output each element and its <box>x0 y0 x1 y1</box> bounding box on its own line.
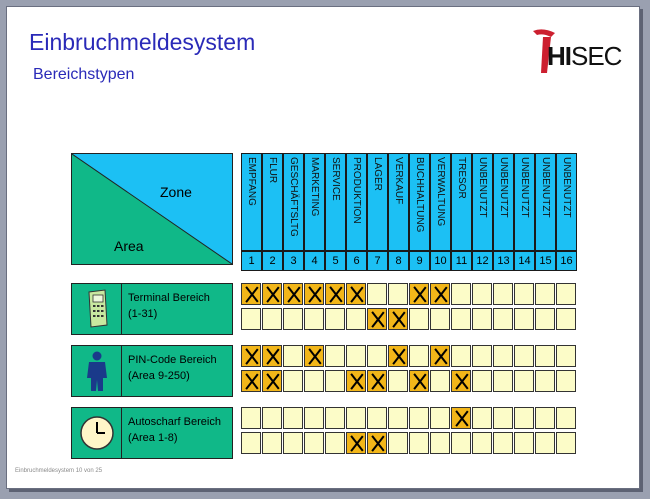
assignment-cell <box>367 345 387 367</box>
assignment-cell-marked <box>262 345 282 367</box>
hisec-logo <box>529 25 627 75</box>
assignment-cell-marked <box>430 283 450 305</box>
assignment-cell-marked <box>409 283 429 305</box>
zone-name: SERVICE <box>325 153 346 251</box>
category-terminal <box>71 283 233 335</box>
assignment-cell <box>535 432 555 454</box>
assignment-cell <box>367 283 387 305</box>
assignment-cell <box>535 370 555 392</box>
assignment-cell <box>514 370 534 392</box>
assignment-cell-marked <box>367 308 387 330</box>
assignment-cell <box>451 432 471 454</box>
zone-number: 12 <box>472 251 493 271</box>
assignment-cell <box>346 407 366 429</box>
zone-number: 7 <box>367 251 388 271</box>
assignment-cell <box>493 370 513 392</box>
area-label: Area <box>114 238 144 254</box>
zone-number: 13 <box>493 251 514 271</box>
slide-subtitle: Bereichstypen <box>33 66 135 83</box>
person-icon <box>72 346 122 396</box>
zone-name: UNBENUTZT <box>493 153 514 251</box>
assignment-cell <box>346 345 366 367</box>
assignment-cell-marked <box>367 432 387 454</box>
category-label: Autoscharf Bereich <box>128 416 221 428</box>
assignment-cell <box>283 407 303 429</box>
zone-number: 8 <box>388 251 409 271</box>
assignment-cell <box>451 283 471 305</box>
assignment-cell <box>430 407 450 429</box>
zone-number: 4 <box>304 251 325 271</box>
category-label: PIN-Code Bereich <box>128 354 217 366</box>
assignment-cell <box>472 283 492 305</box>
zone-number: 3 <box>283 251 304 271</box>
assignment-cell <box>367 407 387 429</box>
category-autoscharf <box>71 407 233 459</box>
slide <box>6 6 640 489</box>
assignment-cell <box>472 407 492 429</box>
zone-name: VERKAUF <box>388 153 409 251</box>
assignment-cell-marked <box>241 283 261 305</box>
zone-number: 2 <box>262 251 283 271</box>
assignment-cell-marked <box>409 370 429 392</box>
assignment-cell-marked <box>304 283 324 305</box>
assignment-cell <box>409 407 429 429</box>
zone-name: TRESOR <box>451 153 472 251</box>
assignment-cell <box>535 345 555 367</box>
assignment-cell-marked <box>388 308 408 330</box>
assignment-cell <box>556 407 576 429</box>
assignment-cell <box>325 308 345 330</box>
assignment-cell <box>409 308 429 330</box>
assignment-cell <box>556 345 576 367</box>
assignment-cell <box>430 308 450 330</box>
assignment-cell <box>283 308 303 330</box>
assignment-cell <box>346 308 366 330</box>
assignment-cell <box>514 308 534 330</box>
zone-name: FLUR <box>262 153 283 251</box>
assignment-cell <box>514 432 534 454</box>
clock-icon <box>72 408 122 458</box>
zone-label: Zone <box>160 184 192 200</box>
assignment-cell <box>304 308 324 330</box>
assignment-cell <box>493 407 513 429</box>
assignment-cell <box>262 308 282 330</box>
assignment-cell <box>514 345 534 367</box>
terminal-icon <box>72 284 122 334</box>
assignment-cell-marked <box>346 370 366 392</box>
category-range: (Area 9-250) <box>128 370 190 382</box>
zone-name: UNBENUTZT <box>472 153 493 251</box>
category-range: (Area 1-8) <box>128 432 178 444</box>
assignment-cell <box>556 370 576 392</box>
assignment-cell <box>535 407 555 429</box>
assignment-cell-marked <box>283 283 303 305</box>
assignment-cell-marked <box>241 370 261 392</box>
slide-title: Einbruchmeldesystem <box>29 29 256 55</box>
assignment-cell <box>241 308 261 330</box>
assignment-cell <box>241 407 261 429</box>
zone-name: MARKETING <box>304 153 325 251</box>
assignment-cell <box>283 432 303 454</box>
zone-number: 5 <box>325 251 346 271</box>
assignment-cell <box>430 432 450 454</box>
assignment-cell-marked <box>388 345 408 367</box>
zone-number: 11 <box>451 251 472 271</box>
assignment-cell-marked <box>346 432 366 454</box>
assignment-cell <box>283 370 303 392</box>
zone-number: 15 <box>535 251 556 271</box>
zone-name: PRODUKTION <box>346 153 367 251</box>
assignment-cell <box>472 308 492 330</box>
assignment-cell-marked <box>262 283 282 305</box>
assignment-cell <box>283 345 303 367</box>
assignment-cell <box>535 283 555 305</box>
assignment-cell-marked <box>304 345 324 367</box>
zone-number: 14 <box>514 251 535 271</box>
logo-wordmark: HISEC <box>547 41 622 71</box>
zone-area-legend <box>71 153 233 265</box>
assignment-cell <box>388 432 408 454</box>
assignment-cell <box>535 308 555 330</box>
assignment-cell <box>451 345 471 367</box>
assignment-cell-marked <box>367 370 387 392</box>
zone-name: UNBENUTZT <box>514 153 535 251</box>
assignment-cell <box>493 345 513 367</box>
assignment-cell <box>325 407 345 429</box>
zone-name: VERWALTUNG <box>430 153 451 251</box>
assignment-cell <box>325 345 345 367</box>
category-pin-code <box>71 345 233 397</box>
category-label: Terminal Bereich <box>128 292 210 304</box>
assignment-cell-marked <box>262 370 282 392</box>
zone-name: GESCHÄFTSLTG <box>283 153 304 251</box>
assignment-cell <box>325 370 345 392</box>
assignment-cell <box>262 407 282 429</box>
assignment-cell-marked <box>346 283 366 305</box>
zone-name: UNBENUTZT <box>556 153 577 251</box>
assignment-cell <box>430 370 450 392</box>
assignment-cell <box>556 283 576 305</box>
zone-number: 16 <box>556 251 577 271</box>
assignment-cell <box>304 370 324 392</box>
assignment-cell <box>514 283 534 305</box>
assignment-cell-marked <box>241 345 261 367</box>
assignment-cell-marked <box>325 283 345 305</box>
assignment-cell <box>493 283 513 305</box>
zone-name: UNBENUTZT <box>535 153 556 251</box>
assignment-cell-marked <box>430 345 450 367</box>
assignment-cell <box>304 432 324 454</box>
slide-footer: Einbruchmeldesystem 10 von 25 <box>15 468 103 474</box>
assignment-cell <box>325 432 345 454</box>
assignment-cell <box>514 407 534 429</box>
assignment-cell-marked <box>451 370 471 392</box>
assignment-cell <box>304 407 324 429</box>
assignment-cell <box>262 432 282 454</box>
assignment-cell <box>472 370 492 392</box>
assignment-cell-marked <box>451 407 471 429</box>
assignment-cell <box>388 407 408 429</box>
assignment-cell <box>388 283 408 305</box>
assignment-cell <box>388 370 408 392</box>
zone-number: 1 <box>241 251 262 271</box>
assignment-cell <box>472 345 492 367</box>
assignment-cell <box>556 308 576 330</box>
assignment-cell <box>493 432 513 454</box>
zone-number: 6 <box>346 251 367 271</box>
category-range: (1-31) <box>128 308 158 320</box>
zone-header <box>241 153 577 271</box>
assignment-cell <box>451 308 471 330</box>
zone-name: EMPFANG <box>241 153 262 251</box>
assignment-cell <box>472 432 492 454</box>
zone-name: BUCHHALTUNG <box>409 153 430 251</box>
zone-name: LAGER <box>367 153 388 251</box>
assignment-cell <box>493 308 513 330</box>
assignment-cell <box>241 432 261 454</box>
assignment-cell <box>409 345 429 367</box>
zone-number: 10 <box>430 251 451 271</box>
zone-number: 9 <box>409 251 430 271</box>
assignment-cell <box>556 432 576 454</box>
assignment-cell <box>409 432 429 454</box>
